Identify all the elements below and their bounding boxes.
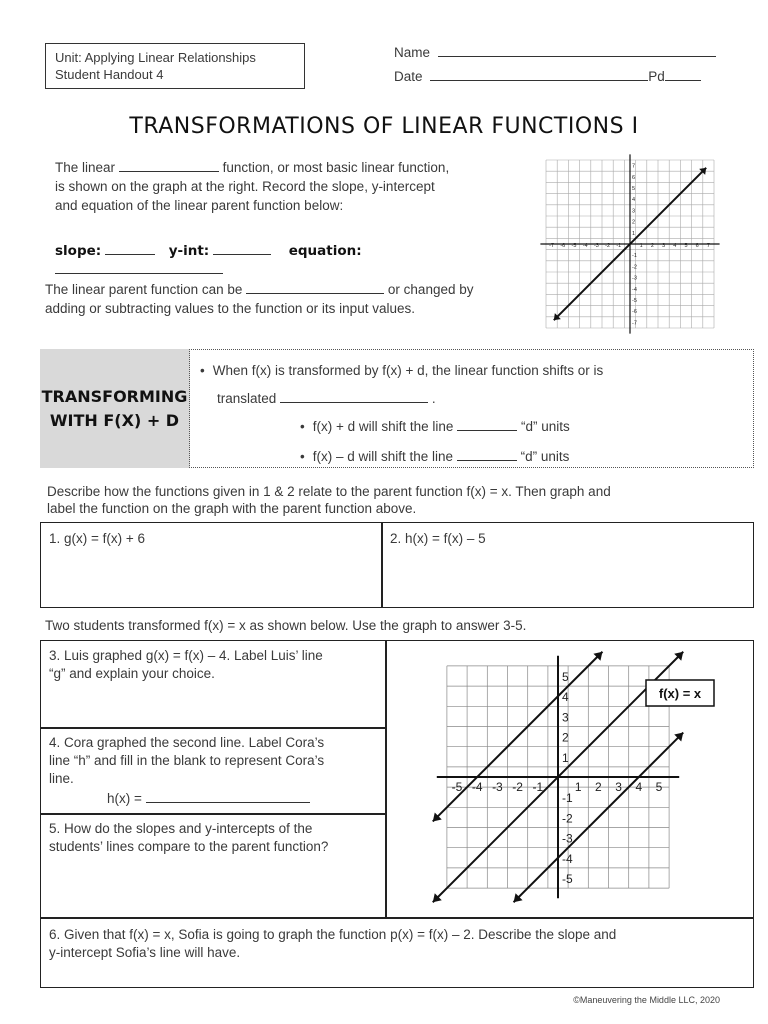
bottom-y-tick-label: -3 bbox=[562, 831, 573, 846]
top-x-tick-label: -4 bbox=[582, 243, 588, 249]
unit-box bbox=[45, 43, 305, 89]
changed-line1a: The linear parent function can be bbox=[45, 282, 243, 297]
name-blank[interactable] bbox=[438, 42, 716, 57]
bottom-x-tick-label: -5 bbox=[451, 780, 463, 794]
bottom-x-tick-label: 4 bbox=[635, 780, 643, 794]
slope-label: slope: bbox=[55, 243, 102, 259]
plus-d-direction-blank[interactable] bbox=[457, 416, 517, 431]
sub-bullet1b: “d” units bbox=[520, 419, 570, 434]
fx-label: f(x) = x bbox=[658, 686, 702, 701]
date-label: Date bbox=[394, 69, 423, 84]
changed-blank[interactable] bbox=[246, 279, 384, 294]
translated-period: . bbox=[431, 391, 436, 406]
bottom-x-tick-label: 1 bbox=[574, 780, 582, 794]
row-divider-5 bbox=[40, 917, 754, 919]
transform-bullet1a: When f(x) is transformed by f(x) + d, the linear function shifts or is bbox=[212, 363, 604, 378]
top-y-tick-label: 4 bbox=[632, 197, 636, 204]
top-x-tick-label: -3 bbox=[593, 243, 599, 249]
bottom-x-tick-label: 3 bbox=[615, 780, 622, 794]
slope-blank[interactable] bbox=[105, 240, 155, 255]
bottom-y-tick-label: 5 bbox=[562, 670, 569, 684]
transform-content: • When f(x) is transformed by f(x) + d, the linear function shifts or is translated . • f(x) + d will shift the line “d” units • f(x) – d will shift the line “d” units bbox=[200, 363, 604, 464]
question6-text[interactable] bbox=[49, 926, 749, 962]
top-x-tick-label: 4 bbox=[673, 243, 677, 249]
equation-blank[interactable] bbox=[55, 259, 223, 274]
bottom-y-tick-label: 1 bbox=[562, 750, 569, 765]
question5-line2: students’ lines compare to the parent function? bbox=[49, 839, 329, 854]
minus-d-direction-blank[interactable] bbox=[457, 446, 517, 461]
top-x-tick-label: -7 bbox=[549, 243, 555, 249]
transform-label-line2: WITH F(X) + D bbox=[49, 410, 180, 430]
yint-blank[interactable] bbox=[213, 240, 271, 255]
bottom-x-tick-label: 5 bbox=[655, 780, 663, 794]
question3-line2: “g” and explain your choice. bbox=[49, 666, 215, 681]
question6-line2: y-intercept Sofia’s line will have. bbox=[49, 945, 241, 960]
question5-line1: 5. How do the slopes and y-intercepts of the bbox=[49, 821, 313, 836]
changed-line1b: or changed by bbox=[387, 282, 474, 297]
transform-label bbox=[40, 349, 190, 468]
changed-paragraph bbox=[45, 279, 525, 318]
row-divider-4 bbox=[40, 813, 386, 815]
top-y-tick-label: -4 bbox=[632, 286, 637, 293]
top-x-tick-label: 3 bbox=[662, 243, 666, 249]
bottom-x-tick-label: -1 bbox=[532, 780, 544, 794]
question3-text[interactable] bbox=[49, 647, 379, 683]
top-y-tick-label: -1 bbox=[632, 253, 637, 260]
sub-bullet2b: “d” units bbox=[520, 449, 570, 464]
intro-line1a: The linear bbox=[55, 160, 116, 175]
top-y-tick-label: -5 bbox=[632, 298, 637, 304]
top-x-tick-label: -1 bbox=[616, 243, 622, 249]
column-divider bbox=[385, 640, 387, 918]
bottom-x-tick-label: -4 bbox=[471, 780, 483, 794]
parent-function-blank[interactable] bbox=[119, 157, 219, 172]
date-blank[interactable] bbox=[430, 66, 648, 81]
top-x-tick-label: -6 bbox=[560, 243, 566, 249]
top-y-tick-label: 2 bbox=[632, 219, 636, 226]
top-y-tick-label: 1 bbox=[632, 230, 636, 237]
top-y-tick-label: 6 bbox=[632, 174, 636, 181]
top-y-tick-label: -3 bbox=[632, 275, 637, 282]
question6-line1: 6. Given that f(x) = x, Sofia is going to graph the function p(x) = f(x) – 2. Describe the slope and bbox=[49, 927, 617, 942]
question4-line3: line. bbox=[49, 771, 74, 786]
top-y-tick-label: 5 bbox=[632, 186, 636, 192]
transform-bullet1b: translated bbox=[217, 391, 277, 406]
copyright: ©Maneuvering the Middle LLC, 2020 bbox=[573, 995, 720, 1005]
bottom-y-tick-label: -2 bbox=[562, 811, 573, 826]
question3-line1: 3. Luis graphed g(x) = f(x) – 4. Label Luis’ line bbox=[49, 648, 323, 663]
question4-line2: line “h” and fill in the blank to represent Cora’s bbox=[49, 753, 325, 768]
question4-line1: 4. Cora graphed the second line. Label Cora’s bbox=[49, 735, 325, 750]
bottom-y-tick-label: -4 bbox=[562, 851, 573, 866]
parent-function-graph bbox=[540, 152, 720, 334]
bottom-y-tick-label: 2 bbox=[562, 730, 569, 745]
pd-blank[interactable] bbox=[665, 66, 701, 81]
intro-line1b: function, or most basic linear function, bbox=[222, 160, 450, 175]
question5-text[interactable] bbox=[49, 820, 379, 856]
intro-paragraph bbox=[55, 157, 525, 215]
fx-label-box bbox=[646, 680, 714, 706]
top-x-tick-label: -5 bbox=[571, 243, 577, 249]
top-y-tick-label: -7 bbox=[632, 320, 637, 327]
students-graph bbox=[420, 650, 720, 910]
bottom-y-tick-label: 3 bbox=[562, 710, 569, 725]
question2-text: 2. h(x) = f(x) – 5 bbox=[390, 531, 486, 546]
yint-label: y-int: bbox=[168, 243, 210, 259]
answer-row bbox=[55, 240, 525, 277]
top-y-tick-label: -6 bbox=[632, 309, 637, 316]
equation-label: equation: bbox=[288, 243, 362, 259]
translated-blank[interactable] bbox=[280, 388, 428, 403]
transform-label-line1: TRANSFORMING bbox=[41, 386, 188, 406]
changed-line2: adding or subtracting values to the function or its input values. bbox=[45, 301, 415, 316]
pd-label: Pd bbox=[648, 69, 665, 84]
hx-label: h(x) = bbox=[107, 791, 142, 806]
top-y-tick-label: -2 bbox=[632, 264, 637, 271]
bottom-y-tick-label: 4 bbox=[562, 690, 569, 705]
bottom-x-tick-label: 2 bbox=[595, 780, 602, 794]
bottom-y-tick-label: -5 bbox=[562, 872, 573, 886]
sub-bullet1a: f(x) + d will shift the line bbox=[312, 419, 454, 434]
describe-line1: Describe how the functions given in 1 & 2 relate to the parent function f(x) = x. Then graph and bbox=[47, 484, 611, 499]
top-x-tick-label: 5 bbox=[684, 243, 688, 249]
row-divider-3 bbox=[40, 727, 386, 729]
page-title: TRANSFORMATIONS OF LINEAR FUNCTIONS I bbox=[129, 114, 639, 139]
handout-number: Student Handout 4 bbox=[55, 67, 164, 82]
describe-line2: label the function on the graph with the parent function above. bbox=[47, 501, 417, 516]
intro-line2: is shown on the graph at the right. Record the slope, y-intercept bbox=[55, 179, 435, 194]
bottom-y-tick-label: -1 bbox=[562, 791, 573, 806]
name-row bbox=[394, 42, 716, 60]
top-x-tick-label: 6 bbox=[695, 243, 699, 249]
bottom-x-tick-label: -2 bbox=[512, 780, 523, 794]
question4-text[interactable] bbox=[49, 734, 379, 808]
bottom-x-tick-label: -3 bbox=[492, 780, 503, 794]
hx-blank[interactable] bbox=[146, 788, 310, 803]
top-y-tick-label: 3 bbox=[632, 208, 636, 215]
sub-bullet2a: f(x) – d will shift the line bbox=[312, 449, 454, 464]
question2-box[interactable] bbox=[381, 522, 754, 608]
line-minus-4 bbox=[514, 730, 684, 903]
intro-line3: and equation of the linear parent function below: bbox=[55, 198, 344, 213]
describe-paragraph bbox=[47, 483, 747, 517]
two-students-text: Two students transformed f(x) = x as shown below. Use the graph to answer 3-5. bbox=[45, 618, 527, 633]
top-x-tick-label: 2 bbox=[650, 243, 654, 249]
top-x-tick-label: 7 bbox=[706, 243, 710, 249]
line-plus-4 bbox=[433, 652, 603, 822]
question1-box[interactable] bbox=[40, 522, 383, 608]
question1-text: 1. g(x) = f(x) + 6 bbox=[49, 531, 146, 546]
unit-title: Unit: Applying Linear Relationships bbox=[55, 50, 256, 65]
top-y-tick-label: 7 bbox=[632, 163, 636, 170]
top-x-tick-label: 1 bbox=[639, 243, 643, 249]
name-label: Name bbox=[394, 45, 431, 60]
top-x-tick-label: -2 bbox=[605, 243, 611, 249]
date-row bbox=[394, 66, 701, 84]
